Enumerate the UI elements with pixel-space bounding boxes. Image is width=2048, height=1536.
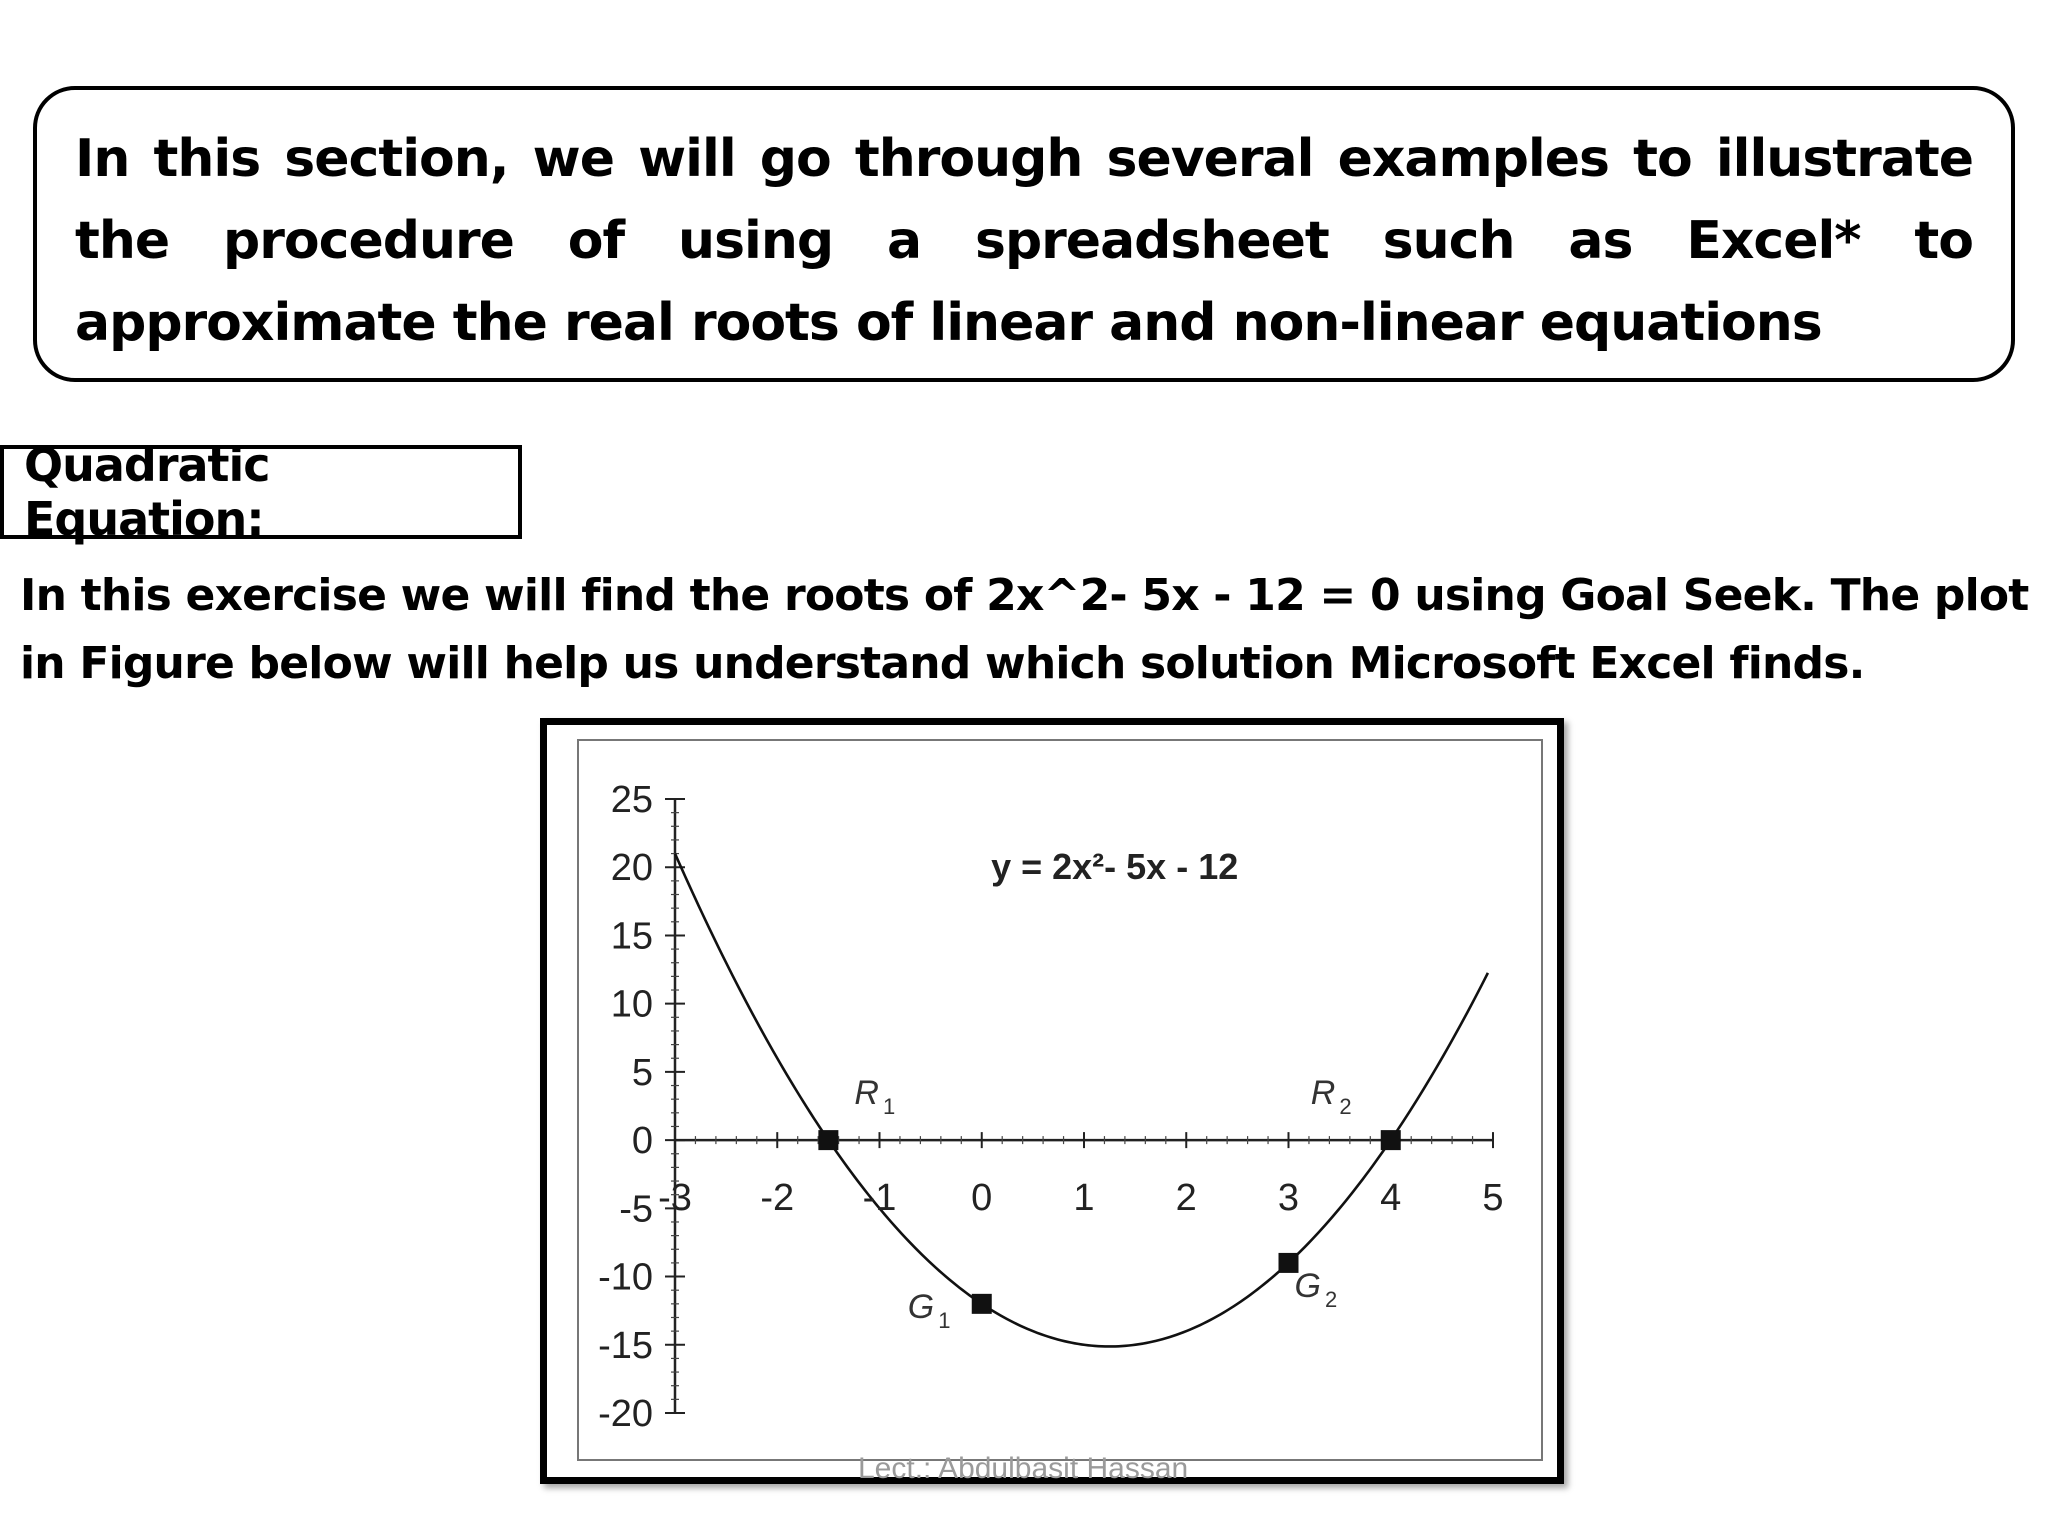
quadratic-curve: [675, 854, 1488, 1347]
marker-label-r2: R $_2$: [1310, 1074, 1352, 1120]
y-tick-label: -20: [598, 1393, 653, 1435]
marker-g1: [972, 1294, 992, 1314]
figure-frame: [540, 718, 1564, 1484]
x-tick-label: 2: [1175, 1177, 1197, 1220]
y-tick-label: 15: [610, 915, 653, 958]
y-tick-label: -15: [598, 1324, 653, 1367]
y-tick-label: -10: [598, 1256, 653, 1299]
marker-label-r1: R $_1$: [854, 1074, 896, 1120]
chart-title: y = 2x²- 5x - 12: [991, 846, 1239, 888]
footer-credit: Lect.: Abdulbasit Hassan: [858, 1452, 1189, 1485]
marker-r2: [1381, 1130, 1401, 1150]
x-tick-label: -1: [862, 1177, 897, 1220]
x-tick-label: 5: [1482, 1177, 1504, 1220]
quadratic-chart: [579, 741, 1541, 1459]
y-tick-label: 5: [631, 1051, 653, 1094]
x-tick-label: -3: [658, 1177, 692, 1220]
exercise-text: In this exercise we will find the roots of 2x^2- 5x - 12 = 0 using Goal Seek. The plot in Figure below will help us understand which solution Microsoft Excel finds.: [20, 570, 2029, 689]
y-tick-label: 0: [631, 1120, 653, 1163]
x-tick-label: 3: [1277, 1177, 1300, 1220]
marker-label-g1: G $_1$: [907, 1287, 951, 1333]
marker-label-g2: G $_2$: [1294, 1266, 1338, 1312]
intro-box: [33, 86, 2015, 382]
x-tick-label: 1: [1073, 1177, 1095, 1220]
x-tick-label: -2: [760, 1177, 795, 1220]
y-tick-label: 20: [610, 847, 653, 890]
chart-panel: [577, 739, 1543, 1461]
y-tick-label: -5: [619, 1188, 653, 1231]
x-tick-label: 4: [1380, 1177, 1402, 1220]
y-tick-label: 25: [610, 779, 653, 821]
x-tick-label: 0: [971, 1177, 993, 1220]
section-label: Quadratic Equation:: [0, 445, 522, 539]
y-tick-label: 10: [610, 983, 653, 1026]
intro-text: In this section, we will go through several examples to illustrate the procedure of using a spreadsheet such as Excel* to approximate the real roots of linear and non-linear equations: [75, 129, 1973, 353]
marker-r1: [818, 1130, 838, 1150]
